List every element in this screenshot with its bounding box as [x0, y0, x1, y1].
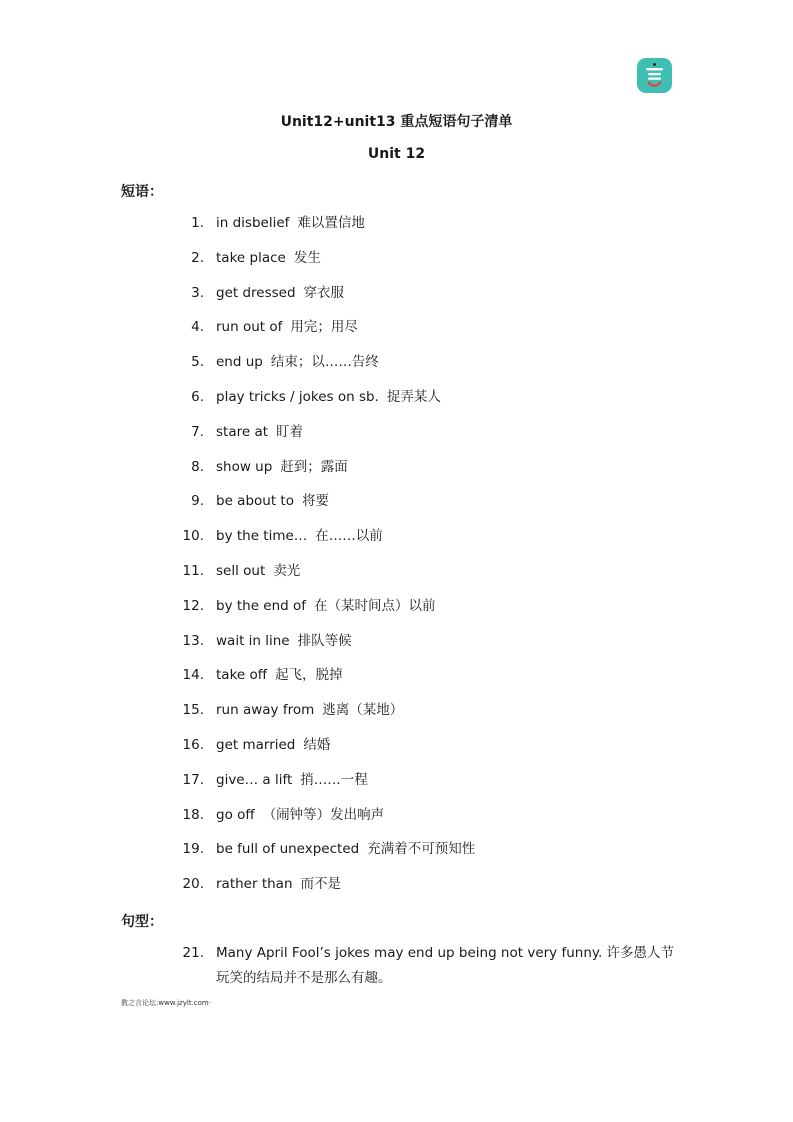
footer-source: 教之言论坛:www.jzylt.com·	[121, 999, 211, 1007]
sentence-text: Many April Fool’s jokes may end up being not very funny. 许多愚人节玩笑的结局并不是那么有趣。	[216, 945, 675, 986]
phrase-number: 12.	[182, 597, 204, 614]
page-title: Unit12+unit13 重点短语句子清单	[280, 114, 513, 130]
phrase-chinese: 捎……一程	[300, 771, 368, 788]
phrase-number: 4.	[191, 319, 204, 336]
phrase-number: 11.	[182, 563, 204, 579]
phrase-english: in disbelief	[216, 215, 290, 231]
phrase-chinese: 将要	[301, 493, 329, 510]
phrase-text	[216, 524, 383, 549]
phrase-number: 18.	[182, 806, 204, 823]
phrase-text	[216, 385, 441, 410]
phrase-chinese: 在（某时间点）以前	[314, 597, 436, 614]
phrase-english: play tricks / jokes on sb.	[216, 389, 379, 405]
phrase-text	[216, 489, 329, 514]
phrase-number: 9.	[191, 493, 204, 510]
phrase-number: 14.	[182, 667, 204, 684]
phrase-chinese: 卖光	[273, 563, 301, 579]
phrase-chinese: 结束；以……告终	[270, 354, 379, 371]
phrase-chinese: 用完；用尽	[290, 319, 358, 336]
phrase-chinese: 在……以前	[315, 528, 383, 545]
phrase-number: 3.	[191, 284, 204, 301]
phrase-english: be full of unexpected	[216, 841, 360, 858]
phrase-english: take place	[216, 249, 286, 266]
sentence-number: 21.	[182, 945, 204, 961]
phrase-number: 16.	[182, 737, 204, 753]
phrase-english: end up	[216, 354, 263, 371]
phrase-chinese: 发生	[293, 249, 321, 266]
phrase-chinese: 排队等候	[297, 632, 352, 649]
phrase-english: rather than	[216, 876, 293, 893]
phrase-english: give… a lift	[216, 771, 293, 788]
site-logo-icon	[637, 58, 672, 93]
phrase-english: run away from	[216, 702, 315, 719]
phrase-chinese: 穿衣服	[303, 284, 345, 301]
unit-heading: Unit 12	[367, 146, 426, 162]
phrase-number: 5.	[191, 354, 204, 371]
phrase-text	[216, 420, 303, 445]
phrase-english: wait in line	[216, 632, 290, 649]
phrase-chinese: 捉弄某人	[386, 389, 441, 405]
phrases-section-label: 短语：	[121, 184, 163, 200]
phrase-english: by the time…	[216, 528, 308, 545]
phrase-english: by the end of	[216, 597, 307, 614]
phrase-number: 15.	[182, 702, 204, 719]
phrase-number: 2.	[191, 249, 204, 266]
phrase-chinese: 结婚	[303, 737, 331, 753]
phrase-number: 19.	[182, 841, 204, 858]
phrase-english: stare at	[216, 423, 269, 440]
phrase-english: be about to	[216, 493, 294, 510]
phrase-chinese: 充满着不可预知性	[367, 841, 476, 858]
phrase-chinese: 盯着	[276, 423, 304, 440]
phrase-number: 7.	[191, 423, 204, 440]
phrase-english: go off	[216, 806, 255, 823]
phrase-number: 8.	[191, 458, 204, 475]
phrase-number: 20.	[182, 876, 204, 893]
phrase-english: get dressed	[216, 284, 296, 301]
phrase-chinese: 难以置信地	[297, 215, 365, 231]
phrase-chinese: 逃离（某地）	[322, 702, 404, 719]
phrase-text	[216, 281, 344, 306]
phrase-text	[216, 455, 348, 480]
phrase-english: take off	[216, 667, 268, 684]
phrase-number: 6.	[191, 389, 204, 405]
phrase-number: 13.	[182, 632, 204, 649]
phrase-text	[216, 559, 300, 584]
phrase-text	[216, 629, 352, 654]
phrase-number: 17.	[182, 771, 204, 788]
sentences-section-label: 句型：	[121, 914, 163, 930]
phrase-text	[216, 594, 436, 619]
phrase-text	[216, 698, 403, 723]
phrase-chinese: （闹钟等）发出响声	[262, 806, 385, 823]
phrase-english: run out of	[216, 319, 283, 336]
phrase-english: get married	[216, 737, 296, 753]
phrase-chinese: 而不是	[300, 876, 341, 893]
phrase-text	[216, 733, 330, 758]
phrase-text	[216, 663, 343, 688]
phrase-text	[216, 315, 358, 340]
phrase-text	[216, 803, 384, 828]
phrase-text	[216, 350, 379, 375]
phrase-text	[216, 837, 475, 862]
phrase-text	[216, 872, 341, 897]
phrase-number: 1.	[191, 215, 204, 231]
phrase-chinese: 起飞，脱掉	[275, 667, 343, 684]
phrase-text	[216, 246, 321, 271]
phrase-text	[216, 768, 368, 793]
phrase-text	[216, 211, 365, 236]
phrase-number: 10.	[182, 528, 204, 545]
phrase-chinese: 赶到；露面	[280, 458, 348, 475]
phrase-english: show up	[216, 458, 273, 475]
phrase-english: sell out	[216, 563, 266, 579]
